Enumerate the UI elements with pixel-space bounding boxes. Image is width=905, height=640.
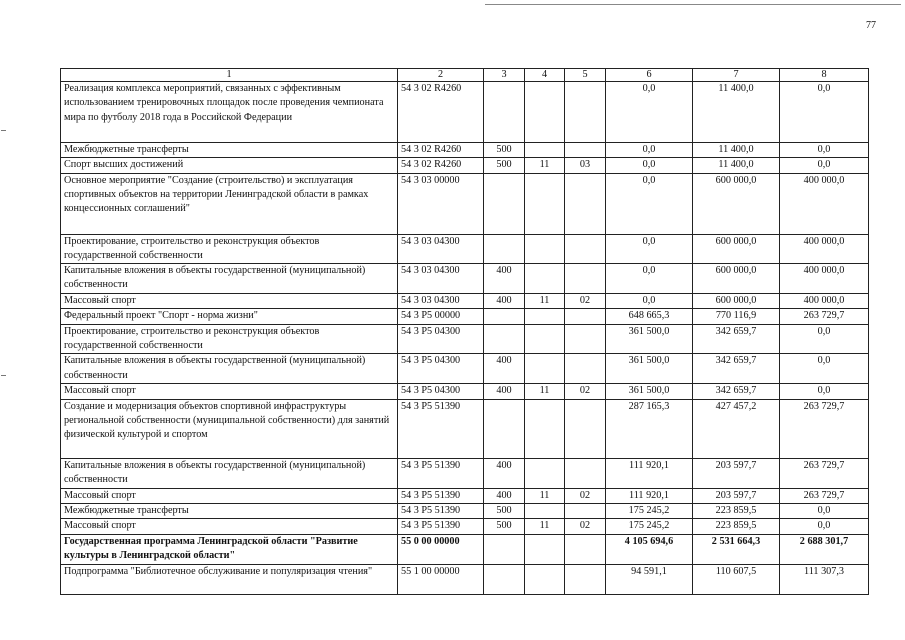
row-c3-cell [484,399,525,458]
row-name-cell: Массовый спорт [61,519,398,534]
row-c5-cell [565,143,606,158]
header-cell: 7 [693,69,780,82]
row-name-cell: Массовый спорт [61,384,398,399]
row-c4-cell [525,354,565,384]
row-c3-cell [484,534,525,564]
row-c3-cell: 400 [484,458,525,488]
row-value2-cell: 427 457,2 [693,399,780,458]
row-c5-cell: 02 [565,294,606,309]
row-value3-cell: 400 000,0 [780,264,869,294]
row-value1-cell: 94 591,1 [606,564,693,594]
row-name-cell: Межбюджетные трансферты [61,143,398,158]
row-value3-cell: 0,0 [780,82,869,143]
row-value1-cell: 175 245,2 [606,519,693,534]
row-value2-cell: 11 400,0 [693,158,780,173]
table-row [61,82,869,143]
row-value1-cell: 0,0 [606,158,693,173]
header-cell: 5 [565,69,606,82]
row-c4-cell [525,264,565,294]
row-c5-cell [565,324,606,354]
row-value2-cell: 342 659,7 [693,384,780,399]
row-value3-cell: 263 729,7 [780,309,869,324]
header-cell: 1 [61,69,398,82]
row-code-cell: 54 3 P5 51390 [398,503,484,518]
row-value1-cell: 648 665,3 [606,309,693,324]
row-c5-cell [565,173,606,234]
header-cell: 4 [525,69,565,82]
row-value2-cell: 342 659,7 [693,324,780,354]
row-name-cell: Проектирование, строительство и реконструкция объектов государственной собственности [61,234,398,264]
row-code-cell: 54 3 P5 04300 [398,354,484,384]
row-value1-cell: 361 500,0 [606,354,693,384]
row-value1-cell: 0,0 [606,294,693,309]
row-code-cell: 54 3 03 04300 [398,234,484,264]
row-name-cell: Межбюджетные трансферты [61,503,398,518]
row-c4-cell [525,82,565,143]
row-code-cell: 54 3 P5 51390 [398,488,484,503]
row-value1-cell: 111 920,1 [606,488,693,503]
header-cell: 2 [398,69,484,82]
row-value2-cell: 110 607,5 [693,564,780,594]
page-number: 77 [866,20,876,31]
row-value3-cell: 0,0 [780,384,869,399]
row-code-cell: 54 3 P5 00000 [398,309,484,324]
row-value3-cell: 263 729,7 [780,488,869,503]
row-value2-cell: 2 531 664,3 [693,534,780,564]
row-value2-cell: 203 597,7 [693,488,780,503]
row-code-cell: 54 3 P5 51390 [398,399,484,458]
row-value3-cell: 0,0 [780,158,869,173]
row-value1-cell: 0,0 [606,264,693,294]
row-c3-cell: 500 [484,143,525,158]
row-c5-cell: 03 [565,158,606,173]
table-row [61,173,869,234]
row-c5-cell [565,458,606,488]
table-row [61,264,869,294]
table-row [61,158,869,173]
row-value3-cell: 111 307,3 [780,564,869,594]
row-value3-cell: 400 000,0 [780,234,869,264]
row-value2-cell: 203 597,7 [693,458,780,488]
row-c5-cell [565,82,606,143]
edge-mark [1,375,6,376]
table-row [61,354,869,384]
table-row [61,564,869,594]
table-row [61,143,869,158]
row-name-cell: Реализация комплекса мероприятий, связанных с эффективным использованием тренировочных площадок после проведения чемпионата мира по футболу 2018 года в Российской Федерации [61,82,398,143]
row-c4-cell [525,458,565,488]
row-value1-cell: 287 165,3 [606,399,693,458]
row-code-cell: 54 3 03 04300 [398,264,484,294]
row-c4-cell: 11 [525,488,565,503]
row-c5-cell: 02 [565,519,606,534]
row-value2-cell: 600 000,0 [693,294,780,309]
table-row [61,503,869,518]
row-code-cell: 54 3 02 R4260 [398,82,484,143]
row-name-cell: Основное мероприятие "Создание (строительство) и эксплуатация спортивных объектов на территории Ленинградской области в рамках концессионных соглашений" [61,173,398,234]
row-c4-cell [525,173,565,234]
row-c3-cell [484,309,525,324]
row-value3-cell: 0,0 [780,354,869,384]
row-c3-cell: 500 [484,519,525,534]
table-row [61,488,869,503]
table-row [61,309,869,324]
row-code-cell: 55 1 00 00000 [398,564,484,594]
row-c4-cell [525,324,565,354]
row-name-cell: Спорт высших достижений [61,158,398,173]
row-name-cell: Капитальные вложения в объекты государственной (муниципальной) собственности [61,264,398,294]
row-c3-cell: 400 [484,384,525,399]
row-c4-cell: 11 [525,294,565,309]
row-c4-cell [525,503,565,518]
row-value3-cell: 0,0 [780,503,869,518]
row-value1-cell: 4 105 694,6 [606,534,693,564]
row-code-cell: 54 3 02 R4260 [398,143,484,158]
table-row [61,324,869,354]
row-name-cell: Капитальные вложения в объекты государственной (муниципальной) собственности [61,354,398,384]
row-name-cell: Государственная программа Ленинградской области "Развитие культуры в Ленинградской области" [61,534,398,564]
row-value1-cell: 361 500,0 [606,324,693,354]
row-c4-cell [525,399,565,458]
table-row [61,384,869,399]
row-c5-cell [565,564,606,594]
row-value3-cell: 0,0 [780,519,869,534]
row-c4-cell [525,564,565,594]
row-code-cell: 54 3 P5 04300 [398,324,484,354]
row-value3-cell: 263 729,7 [780,399,869,458]
row-value1-cell: 0,0 [606,173,693,234]
header-cell: 3 [484,69,525,82]
row-c3-cell: 500 [484,503,525,518]
row-c3-cell [484,234,525,264]
row-value2-cell: 11 400,0 [693,82,780,143]
row-value2-cell: 600 000,0 [693,173,780,234]
row-c3-cell: 400 [484,264,525,294]
row-value2-cell: 223 859,5 [693,503,780,518]
row-name-cell: Подпрограмма "Библиотечное обслуживание и популяризация чтения" [61,564,398,594]
row-value2-cell: 600 000,0 [693,234,780,264]
row-value3-cell: 400 000,0 [780,173,869,234]
row-c4-cell [525,234,565,264]
row-code-cell: 54 3 P5 51390 [398,458,484,488]
edge-mark [1,130,6,131]
row-c3-cell [484,564,525,594]
row-name-cell: Проектирование, строительство и реконструкция объектов государственной собственности [61,324,398,354]
table-row [61,458,869,488]
row-value3-cell: 0,0 [780,143,869,158]
row-value3-cell: 400 000,0 [780,294,869,309]
row-value2-cell: 223 859,5 [693,519,780,534]
row-c5-cell [565,354,606,384]
row-c4-cell [525,143,565,158]
row-c3-cell: 500 [484,158,525,173]
row-value2-cell: 600 000,0 [693,264,780,294]
row-c5-cell [565,534,606,564]
row-c3-cell [484,324,525,354]
row-code-cell: 54 3 P5 04300 [398,384,484,399]
row-c3-cell: 400 [484,354,525,384]
row-name-cell: Массовый спорт [61,488,398,503]
row-value1-cell: 0,0 [606,234,693,264]
table-header-row [61,69,869,82]
row-value3-cell: 263 729,7 [780,458,869,488]
row-value2-cell: 770 116,9 [693,309,780,324]
header-cell: 8 [780,69,869,82]
row-c3-cell [484,82,525,143]
row-value3-cell: 0,0 [780,324,869,354]
row-c4-cell: 11 [525,384,565,399]
row-name-cell: Капитальные вложения в объекты государственной (муниципальной) собственности [61,458,398,488]
table-row [61,294,869,309]
row-value1-cell: 361 500,0 [606,384,693,399]
row-code-cell: 55 0 00 00000 [398,534,484,564]
row-c3-cell: 400 [484,488,525,503]
row-c4-cell [525,309,565,324]
row-c4-cell [525,534,565,564]
row-value1-cell: 175 245,2 [606,503,693,518]
row-c3-cell: 400 [484,294,525,309]
header-cell: 6 [606,69,693,82]
row-c5-cell [565,399,606,458]
row-c5-cell [565,503,606,518]
row-code-cell: 54 3 02 R4260 [398,158,484,173]
row-name-cell: Федеральный проект "Спорт - норма жизни" [61,309,398,324]
row-c5-cell [565,234,606,264]
row-value1-cell: 0,0 [606,82,693,143]
row-code-cell: 54 3 03 04300 [398,294,484,309]
row-c5-cell [565,309,606,324]
row-code-cell: 54 3 P5 51390 [398,519,484,534]
row-c5-cell: 02 [565,488,606,503]
table-row [61,399,869,458]
table-row [61,519,869,534]
row-c4-cell: 11 [525,158,565,173]
row-value1-cell: 0,0 [606,143,693,158]
row-value1-cell: 111 920,1 [606,458,693,488]
row-c5-cell: 02 [565,384,606,399]
row-value2-cell: 342 659,7 [693,354,780,384]
row-value2-cell: 11 400,0 [693,143,780,158]
row-c5-cell [565,264,606,294]
row-name-cell: Массовый спорт [61,294,398,309]
row-c3-cell [484,173,525,234]
budget-table [60,68,869,595]
row-name-cell: Создание и модернизация объектов спортивной инфраструктуры региональной собственности (муниципальной собственности) для занятий физической культурой и спортом [61,399,398,458]
top-rule [485,4,901,5]
row-code-cell: 54 3 03 00000 [398,173,484,234]
row-c4-cell: 11 [525,519,565,534]
row-value3-cell: 2 688 301,7 [780,534,869,564]
table-row [61,534,869,564]
table-row [61,234,869,264]
